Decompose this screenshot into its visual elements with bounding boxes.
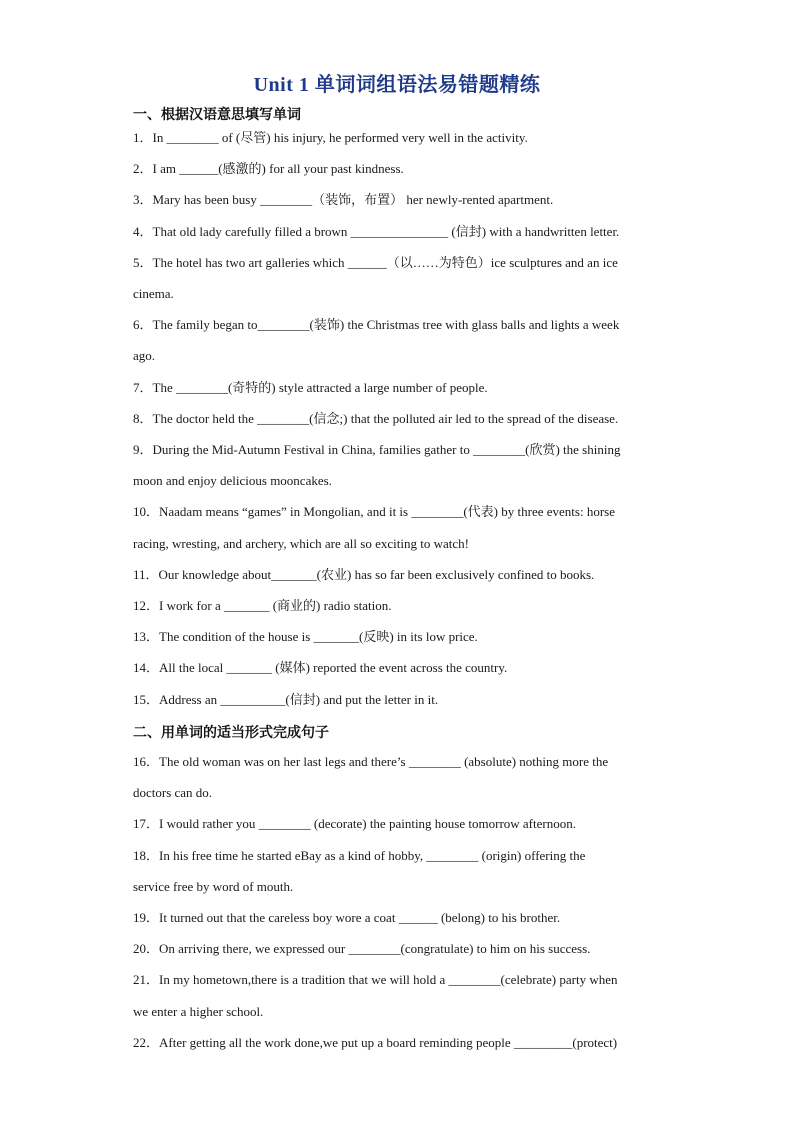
question-10: 10．Naadam means “games” in Mongolian, and it is ________(代表) by three events: horse [133, 504, 615, 519]
question-8: 8．The doctor held the ________(信念;) that the polluted air led to the spread of the disease. [133, 411, 619, 426]
question-16: 16．The old woman was on her last legs and there’s ________ (absolute) nothing more the [133, 754, 609, 769]
question-9: 9．During the Mid-Autumn Festival in China, families gather to ________(欣赏) the shining [133, 442, 621, 457]
question-21: 21．In my hometown,there is a tradition that we will hold a ________(celebrate) party when [133, 972, 618, 987]
question-6-cont: ago. [133, 348, 156, 363]
question-12: 12．I work for a _______ (商业的) radio station. [133, 598, 392, 613]
question-5: 5．The hotel has two art galleries which ______（以……为特色）ice sculptures and an ice [133, 255, 618, 270]
question-19: 19．It turned out that the careless boy wore a coat ______ (belong) to his brother. [133, 910, 561, 925]
question-1: 1．In ________ of (尽管) his injury, he performed very well in the activity. [133, 130, 528, 145]
question-16-cont: doctors can do. [133, 785, 213, 800]
question-11: 11．Our knowledge about_______(农业) has so far been exclusively confined to books. [133, 567, 595, 582]
question-14: 14．All the local _______ (媒体) reported the event across the country. [133, 660, 508, 675]
question-3: 3．Mary has been busy ________（装饰，布置） her newly-rented apartment. [133, 192, 554, 207]
question-2: 2．I am ______(感激的) for all your past kindness. [133, 161, 404, 176]
question-5-cont: cinema. [133, 286, 174, 301]
question-17: 17．I would rather you ________ (decorate) the painting house tomorrow afternoon. [133, 816, 576, 831]
question-10-cont: racing, wresting, and archery, which are all so exciting to watch! [133, 536, 469, 551]
question-22: 22．After getting all the work done,we put up a board reminding people _________(protect) [133, 1035, 618, 1050]
section-heading-1: 一、根据汉语意思填写单词 [133, 107, 301, 123]
question-9-cont: moon and enjoy delicious mooncakes. [133, 473, 332, 488]
question-20: 20．On arriving there, we expressed our ________(congratulate) to him on his success. [133, 941, 591, 956]
question-13: 13．The condition of the house is _______(反映) in its low price. [133, 629, 478, 644]
question-15: 15．Address an __________(信封) and put the letter in it. [133, 692, 439, 707]
page-title: Unit 1 单词词组语法易错题精练 [253, 74, 541, 96]
question-6: 6．The family began to________(装饰) the Christmas tree with glass balls and lights a week [133, 317, 620, 332]
question-21-cont: we enter a higher school. [133, 1004, 264, 1019]
question-18: 18．In his free time he started eBay as a kind of hobby, ________ (origin) offering the [133, 848, 586, 863]
section-heading-2: 二、用单词的适当形式完成句子 [133, 725, 329, 741]
question-4: 4．That old lady carefully filled a brown _______________ (信封) with a handwritten letter. [133, 224, 620, 239]
question-18-cont: service free by word of mouth. [133, 879, 294, 894]
question-7: 7．The ________(奇特的) style attracted a large number of people. [133, 380, 488, 395]
